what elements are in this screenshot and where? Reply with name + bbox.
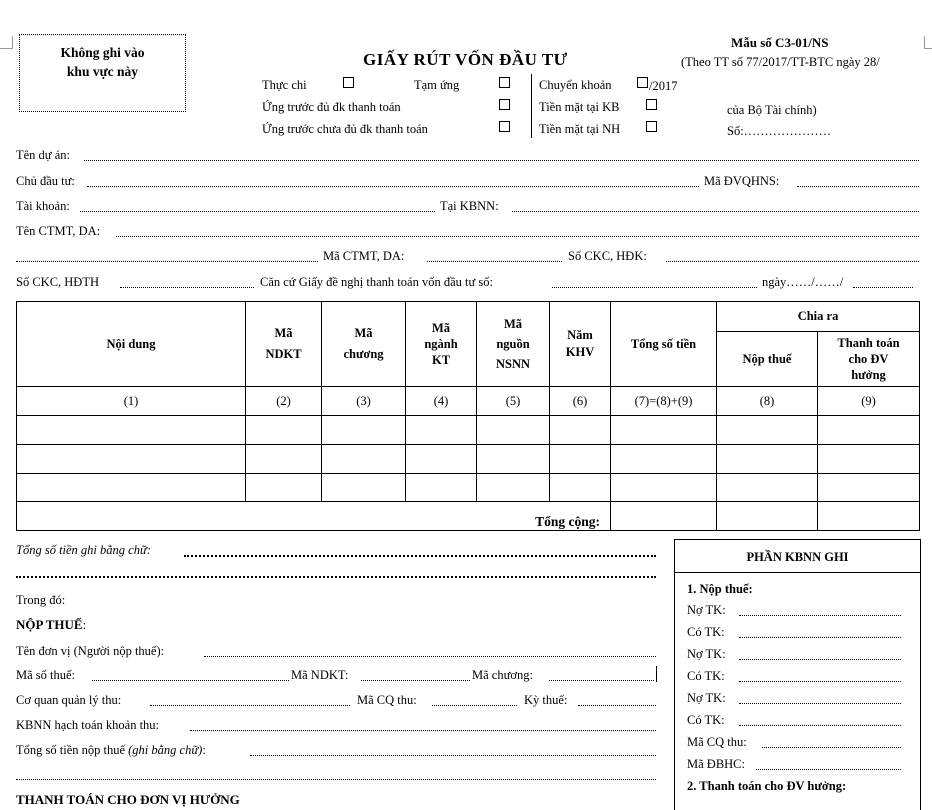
opt-ung-truoc-chua-du-label: Ứng trước chưa đủ đk thanh toán — [262, 122, 428, 136]
trong-do-label: Trong đó: — [16, 593, 66, 607]
table-cell[interactable] — [550, 445, 611, 474]
header-nam-khv-line2: KHV — [565, 345, 595, 359]
ten-ctmt-field[interactable] — [116, 236, 919, 237]
table-cell[interactable] — [717, 416, 818, 445]
kbnn-no-tk-3-field[interactable] — [739, 703, 901, 704]
ngay-field[interactable] — [853, 287, 913, 288]
opt-chuyen-khoan-checkbox[interactable] — [637, 77, 648, 88]
tong-bang-chu-field-2[interactable] — [16, 576, 656, 578]
kbnn-title: PHẦN KBNN GHI — [746, 550, 849, 564]
table-cell[interactable] — [550, 416, 611, 445]
col-number-9: (9) — [818, 387, 920, 416]
tong-nop-thue-label — [16, 743, 206, 758]
corner-mark-right — [924, 36, 932, 49]
total-amount-cell[interactable] — [611, 502, 717, 531]
table-cell[interactable] — [717, 445, 818, 474]
form-code: Mẫu số C3-01/NS — [731, 35, 829, 50]
table-cell[interactable] — [246, 474, 322, 502]
opt-tien-mat-kb-label: Tiền mặt tại KB — [539, 100, 620, 114]
ky-thue-label: Kỳ thuế: — [524, 693, 568, 707]
kbnn-co-tk-3-field[interactable] — [739, 725, 901, 726]
opt-chuyen-khoan-label: Chuyển khoản — [539, 78, 612, 92]
table-cell[interactable] — [477, 416, 550, 445]
column-number-row — [17, 387, 920, 416]
header-ma-nguon-line2: nguồn — [496, 337, 530, 351]
opt-tam-ung-label: Tạm ứng — [414, 78, 460, 92]
opt-thuc-chi-label: Thực chi — [262, 78, 307, 92]
ma-ctmt-label: Mã CTMT, DA: — [323, 249, 405, 263]
table-cell[interactable] — [611, 416, 717, 445]
can-cu-label: Căn cứ Giấy đề nghị thanh toán vốn đầu tư số: — [260, 275, 493, 289]
header-ma-chuong — [322, 302, 406, 387]
ten-du-an-field[interactable] — [84, 160, 919, 161]
tong-bang-chu-label: Tổng số tiền ghi bằng chữ: — [16, 543, 151, 557]
header-chia-ra: Chia ra — [717, 302, 920, 332]
kbnn-ma-cq-thu-field[interactable] — [762, 747, 901, 748]
header-thanh-toan-line2: cho ĐV — [848, 352, 889, 366]
kbnn-hach-toan-field[interactable] — [190, 730, 656, 731]
ma-chuong-label: Mã chương: — [472, 668, 533, 682]
ctmt-prefix-field[interactable] — [16, 261, 318, 262]
header-ma-nguon-line1: Mã — [503, 317, 523, 331]
payment-table — [16, 301, 920, 531]
header-ma-nguon — [477, 302, 550, 387]
col-number-2: (2) — [246, 387, 322, 416]
tai-khoan-field[interactable] — [80, 211, 435, 212]
kbnn-section2: 2. Thanh toán cho ĐV hưởng: — [687, 779, 847, 793]
kbnn-ma-dbhc-field[interactable] — [756, 769, 901, 770]
table-cell[interactable] — [322, 474, 406, 502]
total-tax-cell[interactable] — [717, 502, 818, 531]
table-cell[interactable] — [477, 474, 550, 502]
table-cell[interactable] — [818, 445, 920, 474]
ma-cq-thu-label: Mã CQ thu: — [357, 693, 417, 707]
co-quan-label: Cơ quan quản lý thu: — [16, 693, 122, 707]
header-ma-nganh-line2: ngành — [424, 337, 458, 351]
col-number-4: (4) — [406, 387, 477, 416]
opt-thuc-chi-checkbox[interactable] — [343, 77, 354, 88]
ma-dvqhns-label: Mã ĐVQHNS: — [704, 174, 780, 188]
form-ref-2: /2017 — [649, 79, 678, 93]
no-write-box — [19, 34, 186, 112]
kbnn-ma-cq-thu-label: Mã CQ thu: — [687, 735, 747, 749]
tai-kbnn-field[interactable] — [512, 211, 919, 212]
opt-tien-mat-nh-label: Tiền mặt tại NH — [539, 122, 621, 136]
header-nop-thue: Nộp thuế — [717, 332, 818, 387]
ma-ndkt-field[interactable] — [361, 680, 470, 681]
opt-ung-truoc-du-label: Ứng trước đủ đk thanh toán — [262, 100, 401, 114]
ma-so-thue-label: Mã số thuế: — [16, 668, 76, 682]
table-row[interactable] — [17, 416, 920, 445]
ma-ndkt-label: Mã NDKT: — [291, 668, 349, 682]
ten-ctmt-label: Tên CTMT, DA: — [16, 224, 101, 238]
form-issuer: của Bộ Tài chính) — [727, 103, 817, 117]
so-ckc-hdth-field[interactable] — [120, 287, 254, 288]
header-ma-nguon-line3: NSNN — [495, 357, 531, 371]
col-number-8: (8) — [717, 387, 818, 416]
table-cell[interactable] — [717, 474, 818, 502]
nop-thue-heading — [16, 617, 86, 633]
kbnn-no-tk-2-field[interactable] — [739, 659, 901, 660]
opt-ung-truoc-chua-du-checkbox[interactable] — [499, 121, 510, 132]
table-cell[interactable] — [477, 445, 550, 474]
table-cell[interactable] — [17, 474, 246, 502]
co-quan-field[interactable] — [150, 705, 350, 706]
header-thanh-toan — [818, 332, 920, 387]
so-ckc-hdk-field[interactable] — [666, 261, 919, 262]
kbnn-no-tk-1-field[interactable] — [739, 615, 901, 616]
kbnn-no-tk-1-label: Nợ TK: — [687, 603, 726, 617]
form-number: Số:………………… — [727, 124, 832, 138]
header-ma-ndkt — [246, 302, 322, 387]
opt-tam-ung-checkbox[interactable] — [499, 77, 510, 88]
ma-cq-thu-field[interactable] — [432, 705, 517, 706]
table-row[interactable] — [17, 474, 920, 502]
kbnn-co-tk-3-label: Có TK: — [687, 713, 725, 727]
tong-bang-chu-field[interactable] — [184, 555, 656, 557]
table-cell[interactable] — [406, 445, 477, 474]
so-ckc-hdk-label: Số CKC, HĐK: — [568, 249, 647, 263]
can-cu-field[interactable] — [552, 287, 757, 288]
kbnn-co-tk-2-label: Có TK: — [687, 669, 725, 683]
ma-ctmt-field[interactable] — [427, 261, 562, 262]
tong-nop-thue-colon: : — [202, 743, 206, 757]
opt-ung-truoc-du-checkbox[interactable] — [499, 99, 510, 110]
kbnn-no-tk-2-label: Nợ TK: — [687, 647, 726, 661]
ten-don-vi-label: Tên đơn vị (Người nộp thuế): — [16, 644, 165, 658]
table-row[interactable] — [17, 445, 920, 474]
total-label: Tổng cộng: — [17, 502, 611, 531]
kbnn-co-tk-2-field[interactable] — [739, 681, 901, 682]
header-ma-ndkt-line2: NDKT — [265, 347, 302, 361]
options-divider — [531, 74, 532, 138]
header-nam-khv-line1: Năm — [567, 328, 593, 342]
no-write-line2: khu vực này — [66, 64, 139, 79]
header-ma-nganh-line3: KT — [431, 353, 451, 367]
table-cell[interactable] — [406, 416, 477, 445]
tai-khoan-label: Tài khoản: — [16, 199, 70, 213]
tai-kbnn-label: Tại KBNN: — [440, 199, 499, 213]
header-noi-dung: Nội dung — [17, 302, 246, 387]
tong-nop-thue-field[interactable] — [250, 755, 656, 756]
kbnn-no-tk-3-label: Nợ TK: — [687, 691, 726, 705]
header-thanh-toan-line3: hưởng — [851, 368, 886, 382]
chu-dau-tu-field[interactable] — [87, 186, 699, 187]
header-tong-so-tien: Tổng số tiền — [611, 302, 717, 387]
kbnn-box — [674, 539, 921, 810]
col-number-7: (7)=(8)+(9) — [611, 387, 717, 416]
col-number-1: (1) — [17, 387, 246, 416]
tong-nop-thue-italic: (ghi bằng chữ) — [128, 743, 203, 757]
tong-nop-thue-field-2[interactable] — [16, 779, 656, 780]
header-ma-ndkt-line1: Mã — [274, 326, 293, 340]
total-row — [17, 502, 920, 531]
table-cell[interactable] — [611, 474, 717, 502]
ten-du-an-label: Tên dự án: — [16, 148, 70, 162]
corner-mark-left — [0, 36, 13, 49]
so-ckc-hdth-label: Số CKC, HĐTH — [16, 275, 99, 289]
chu-dau-tu-label: Chủ đầu tư: — [16, 174, 75, 188]
table-cell[interactable] — [17, 445, 246, 474]
kbnn-hach-toan-label: KBNN hạch toán khoản thu: — [16, 718, 160, 732]
nop-thue-heading-text: NỘP THUẾ — [16, 617, 83, 632]
header-ma-nganh — [406, 302, 477, 387]
header-ma-chuong-line2: chương — [343, 347, 384, 361]
kbnn-ma-dbhc-label: Mã ĐBHC: — [687, 757, 745, 771]
total-beneficiary-cell[interactable] — [818, 502, 920, 531]
ma-so-thue-field[interactable] — [92, 680, 289, 681]
table-cell[interactable] — [322, 445, 406, 474]
no-write-line1: Không ghi vào — [60, 45, 145, 60]
kbnn-co-tk-1-field[interactable] — [739, 637, 901, 638]
table-cell[interactable] — [818, 474, 920, 502]
table-cell[interactable] — [246, 445, 322, 474]
header-thanh-toan-line1: Thanh toán — [837, 336, 900, 350]
col-number-5: (5) — [477, 387, 550, 416]
tong-nop-thue-text: Tổng số tiền nộp thuế — [16, 743, 126, 757]
ngay-label: ngày……/……/ — [762, 275, 844, 289]
kbnn-section1: 1. Nộp thuế: — [687, 582, 753, 596]
table-cell[interactable] — [611, 445, 717, 474]
header-ma-nganh-line1: Mã — [431, 321, 451, 335]
opt-tien-mat-nh-checkbox[interactable] — [646, 121, 657, 132]
table-cell[interactable] — [246, 416, 322, 445]
table-cell[interactable] — [818, 416, 920, 445]
page-title: GIẤY RÚT VỐN ĐẦU TƯ — [363, 50, 568, 69]
table-cell[interactable] — [322, 416, 406, 445]
col-number-6: (6) — [550, 387, 611, 416]
ky-thue-field[interactable] — [578, 705, 656, 706]
table-cell[interactable] — [550, 474, 611, 502]
header-nam-khv — [550, 302, 611, 387]
table-cell[interactable] — [17, 416, 246, 445]
ten-don-vi-field[interactable] — [204, 656, 656, 657]
kbnn-title-divider — [675, 572, 920, 573]
kbnn-co-tk-1-label: Có TK: — [687, 625, 725, 639]
table-cell[interactable] — [406, 474, 477, 502]
ma-dvqhns-field[interactable] — [797, 186, 919, 187]
form-ref-1: (Theo TT số 77/2017/TT-BTC ngày 28/ — [681, 55, 880, 69]
ma-chuong-field[interactable] — [549, 680, 654, 681]
opt-tien-mat-kb-checkbox[interactable] — [646, 99, 657, 110]
col-number-3: (3) — [322, 387, 406, 416]
thanh-toan-heading: THANH TOÁN CHO ĐƠN VỊ HƯỞNG — [16, 792, 240, 807]
nop-thue-heading-colon: : — [82, 617, 87, 632]
header-ma-chuong-line1: Mã — [354, 326, 373, 340]
text-cursor — [656, 666, 657, 682]
